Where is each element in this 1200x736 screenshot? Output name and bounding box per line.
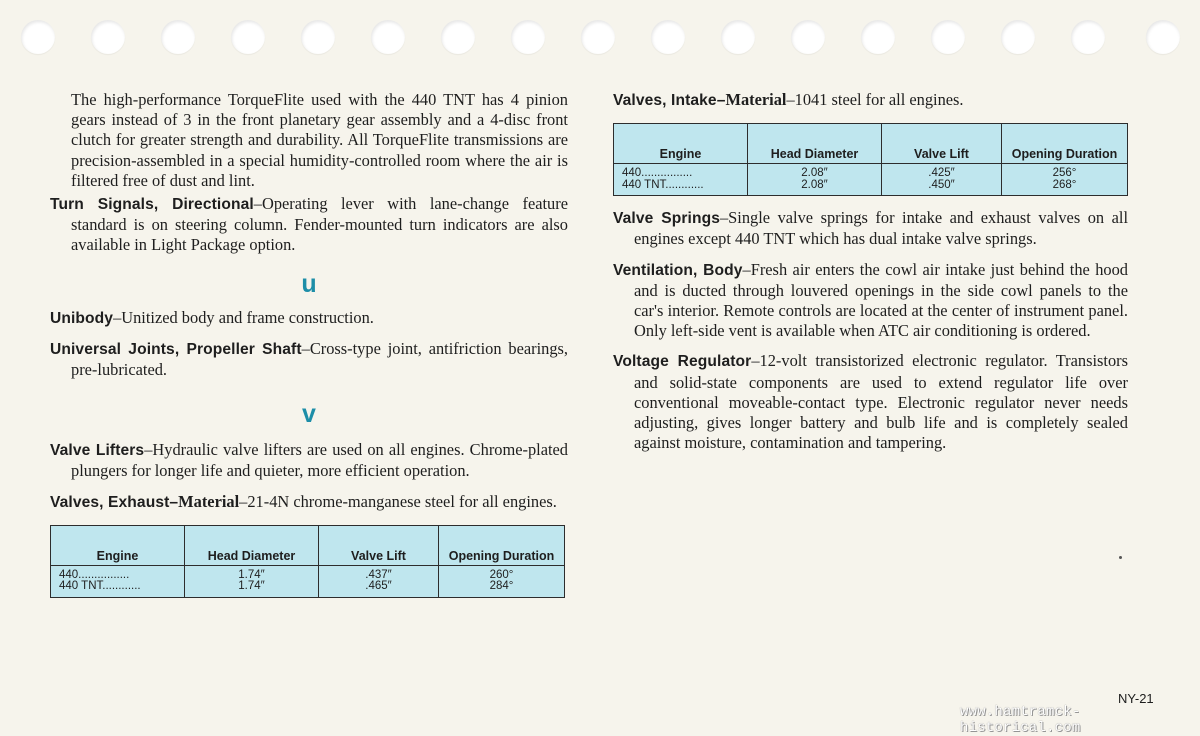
engine-value: 440 TNT............ xyxy=(622,178,704,191)
diameter-value: 1.74″ xyxy=(238,568,265,581)
binder-hole xyxy=(791,20,825,54)
entry-text: –1041 steel for all engines. xyxy=(786,90,964,109)
lift-value: .465″ xyxy=(365,580,392,593)
binder-hole xyxy=(1001,20,1035,54)
entry-term: Valves, Exhaust– xyxy=(50,493,179,511)
entry-subterm: Material xyxy=(725,90,787,109)
binder-hole xyxy=(231,20,265,54)
entry-text: –Operating lever with lane-change feature standard is on steering column. Fender-mounted turn indicators are also available in Light Package option. xyxy=(71,194,568,255)
duration-cell xyxy=(1002,164,1128,196)
entry-term: Valve Springs xyxy=(613,210,720,228)
torqueflite-paragraph: The high-performance TorqueFlite used with the 440 TNT has 4 pinion gears instead of 3 in the front planetary gear assembly and a 4-disc front clutch for greater strength and durability. All TorqueFlite transmissions are precision-assembled in a special humidity-controlled room where the air is filtered free of dust and lint. xyxy=(71,90,568,190)
binder-hole xyxy=(1071,20,1105,54)
header-opening-duration: Opening Duration xyxy=(1002,124,1128,164)
lift-value: .437″ xyxy=(365,568,392,581)
valve-springs-entry xyxy=(613,208,1128,249)
exhaust-valve-table xyxy=(50,525,565,598)
unibody-entry xyxy=(50,308,568,329)
entry-subterm: Material xyxy=(178,491,240,511)
binder-hole xyxy=(651,20,685,54)
binder-hole xyxy=(161,20,195,54)
duration-value: 268° xyxy=(1052,178,1077,191)
diameter-cell xyxy=(185,565,319,597)
section-letter-u: u xyxy=(301,269,317,298)
entry-text: –Unitized body and frame construction. xyxy=(113,307,374,327)
engine-value: 440................ xyxy=(622,167,693,180)
valves-exhaust-entry xyxy=(50,492,568,513)
header-valve-lift: Valve Lift xyxy=(882,124,1002,164)
duration-value: 256° xyxy=(1052,167,1077,180)
duration-cell xyxy=(439,565,565,597)
engine-cell xyxy=(51,565,185,597)
header-head-diameter: Head Diameter xyxy=(185,525,319,565)
page-number: NY-21 xyxy=(1118,691,1154,706)
table-header-row xyxy=(51,525,565,565)
binder-hole xyxy=(91,20,125,54)
table-row xyxy=(51,565,565,597)
table-row xyxy=(614,164,1128,196)
binder-hole xyxy=(861,20,895,54)
diameter-cell xyxy=(748,164,882,196)
intake-valve-table xyxy=(613,123,1128,196)
header-engine: Engine xyxy=(614,124,748,164)
diameter-value: 2.08″ xyxy=(801,167,828,180)
header-opening-duration: Opening Duration xyxy=(439,525,565,565)
binder-hole xyxy=(441,20,475,54)
entry-text: –Hydraulic valve lifters are used on all engines. Chrome-plated plungers for longer life and quieter, more efficient operation. xyxy=(71,440,568,481)
valve-lifters-entry xyxy=(50,440,568,481)
lift-cell xyxy=(319,565,439,597)
engine-value: 440 TNT............ xyxy=(59,580,141,593)
header-engine: Engine xyxy=(51,525,185,565)
right-column xyxy=(613,90,1128,453)
ventilation-entry xyxy=(613,260,1128,342)
entry-text: –Cross-type joint, antifriction bearings, pre-lubricated. xyxy=(71,338,569,380)
binder-hole xyxy=(21,20,55,54)
diameter-value: 1.74″ xyxy=(238,580,265,593)
entry-term: Turn Signals, Directional xyxy=(50,196,254,214)
lift-value: .425″ xyxy=(928,167,955,180)
engine-cell xyxy=(614,164,748,196)
binder-hole xyxy=(581,20,615,54)
duration-value: 260° xyxy=(489,568,514,581)
turn-signals-entry xyxy=(50,194,568,256)
entry-text: –Fresh air enters the cowl air intake just behind the hood and is ducted through louvered openings in the side cowl panels to the car's interior. Remote controls are located at the center of instrument panel. Only left-side vent is available when ATC air conditioning is ordered. xyxy=(634,259,1128,341)
binder-holes xyxy=(0,20,1200,60)
entry-text: –12-volt transistorized electronic regulator. Transistors and solid-state components are used to extend regulator life over conventional moveable-contact type. Electronic regulator never needs adjusting, gives longer battery and bulb life and is completely sealed against moisture, contamination and tampering. xyxy=(634,351,1128,453)
lift-cell xyxy=(882,164,1002,196)
entry-term: Unibody xyxy=(50,309,114,327)
entry-term: Universal Joints, Propeller Shaft xyxy=(50,340,302,358)
section-letter-v: v xyxy=(302,400,316,429)
entry-term: Valve Lifters xyxy=(50,442,145,460)
entry-term: Ventilation, Body xyxy=(613,261,743,279)
valves-intake-entry xyxy=(613,90,1128,111)
binder-hole xyxy=(371,20,405,54)
entry-text: –Single valve springs for intake and exhaust valves on all engines except 440 TNT which has dual intake valve springs. xyxy=(634,208,1128,249)
binder-hole xyxy=(931,20,965,54)
entry-text: –21-4N chrome-manganese steel for all engines. xyxy=(239,491,557,511)
diameter-value: 2.08″ xyxy=(801,178,828,191)
universal-joints-entry xyxy=(50,339,568,380)
left-column xyxy=(50,90,568,598)
engine-value: 440................ xyxy=(59,568,130,581)
duration-value: 284° xyxy=(489,580,514,593)
binder-hole xyxy=(1146,20,1180,54)
binder-hole xyxy=(511,20,545,54)
watermark-url[interactable]: www.hamtramck-historical.com xyxy=(960,704,1081,736)
entry-term: Valves, Intake– xyxy=(613,92,726,109)
print-speck xyxy=(1119,556,1122,559)
header-valve-lift: Valve Lift xyxy=(319,525,439,565)
header-head-diameter: Head Diameter xyxy=(748,124,882,164)
entry-term: Voltage Regulator xyxy=(613,353,752,371)
binder-hole xyxy=(721,20,755,54)
voltage-regulator-entry xyxy=(613,351,1128,453)
table-header-row xyxy=(614,124,1128,164)
binder-hole xyxy=(301,20,335,54)
lift-value: .450″ xyxy=(928,178,955,191)
